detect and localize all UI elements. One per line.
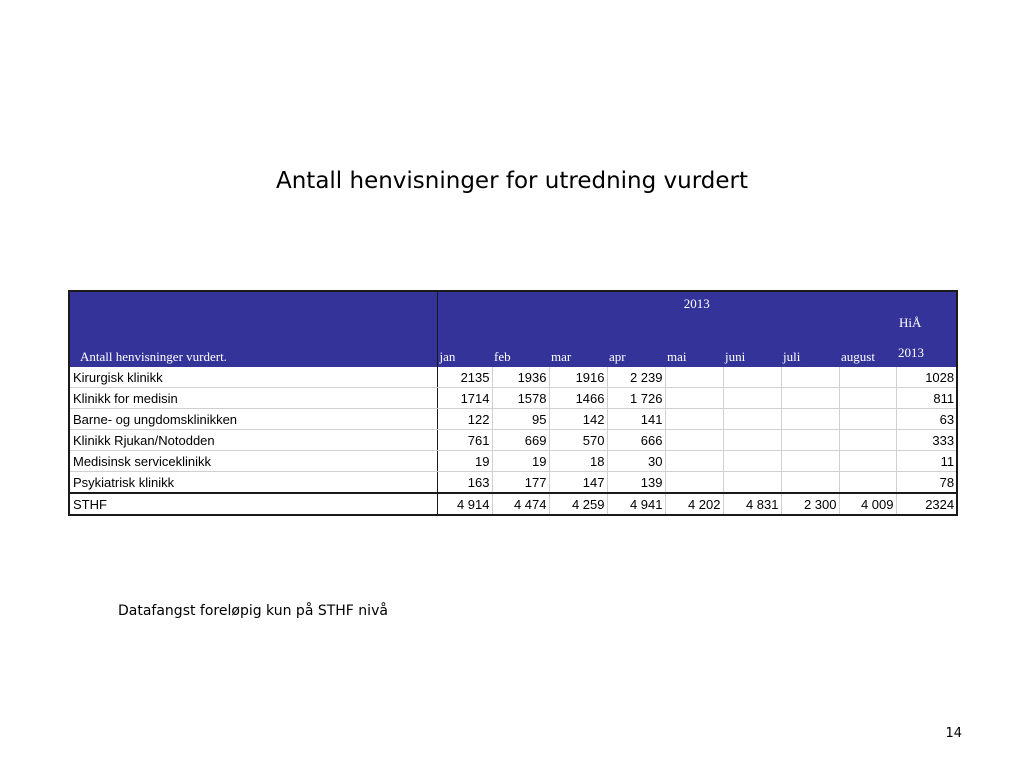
total-cell-value: 4 831	[723, 493, 781, 515]
row-name: Psykiatrisk klinikk	[69, 472, 437, 494]
cell-value: 1916	[549, 367, 607, 388]
cell-value: 18	[549, 451, 607, 472]
row-name: Barne- og ungdomsklinikken	[69, 409, 437, 430]
cell-value	[781, 367, 839, 388]
cell-value	[781, 388, 839, 409]
cell-value: 669	[492, 430, 549, 451]
footnote: Datafangst foreløpig kun på STHF nivå	[118, 603, 388, 619]
cell-value	[665, 409, 723, 430]
cell-value	[723, 409, 781, 430]
cell-value: 1578	[492, 388, 549, 409]
cell-value	[839, 472, 896, 494]
cell-value	[723, 472, 781, 494]
cell-hia-value: 11	[896, 451, 957, 472]
cell-value: 177	[492, 472, 549, 494]
cell-value	[665, 430, 723, 451]
hia-year-header: 2013	[896, 341, 957, 367]
table-row	[69, 451, 957, 472]
cell-value: 570	[549, 430, 607, 451]
cell-value	[665, 388, 723, 409]
cell-value	[781, 472, 839, 494]
cell-value: 1936	[492, 367, 549, 388]
cell-hia-value: 78	[896, 472, 957, 494]
table-body	[69, 367, 957, 515]
total-cell-value: 4 941	[607, 493, 665, 515]
cell-value: 142	[549, 409, 607, 430]
cell-value	[781, 451, 839, 472]
cell-value: 1714	[437, 388, 492, 409]
total-cell-value: 2 300	[781, 493, 839, 515]
referral-table	[68, 290, 958, 516]
month-header: feb	[492, 341, 549, 367]
cell-value: 19	[492, 451, 549, 472]
cell-value: 2135	[437, 367, 492, 388]
cell-value	[723, 367, 781, 388]
cell-value: 163	[437, 472, 492, 494]
cell-value: 19	[437, 451, 492, 472]
cell-value: 30	[607, 451, 665, 472]
row-name: Kirurgisk klinikk	[69, 367, 437, 388]
cell-value: 1466	[549, 388, 607, 409]
cell-value	[839, 430, 896, 451]
month-header: august	[839, 341, 896, 367]
total-cell-value: 4 009	[839, 493, 896, 515]
table-total-row	[69, 493, 957, 515]
total-cell-value: 4 202	[665, 493, 723, 515]
cell-value	[723, 451, 781, 472]
cell-value	[839, 451, 896, 472]
cell-value	[665, 451, 723, 472]
month-header: apr	[607, 341, 665, 367]
cell-value	[781, 409, 839, 430]
cell-hia-value: 811	[896, 388, 957, 409]
cell-hia-value: 63	[896, 409, 957, 430]
total-hia-value: 2324	[896, 493, 957, 515]
month-header: mar	[549, 341, 607, 367]
cell-value	[781, 430, 839, 451]
cell-value: 95	[492, 409, 549, 430]
cell-hia-value: 1028	[896, 367, 957, 388]
cell-value: 2 239	[607, 367, 665, 388]
table-row	[69, 367, 957, 388]
month-header: juli	[781, 341, 839, 367]
year-header: 2013	[437, 291, 957, 341]
table-row	[69, 388, 957, 409]
cell-value	[665, 367, 723, 388]
cell-value: 761	[437, 430, 492, 451]
page-number: 14	[945, 726, 962, 741]
row-name: Klinikk for medisin	[69, 388, 437, 409]
hia-label: HiÅ	[899, 315, 922, 330]
row-header-label: Antall henvisninger vurdert.	[69, 291, 437, 367]
cell-value: 147	[549, 472, 607, 494]
cell-value	[839, 388, 896, 409]
month-header: mai	[665, 341, 723, 367]
cell-hia-value: 333	[896, 430, 957, 451]
slide-title: Antall henvisninger for utredning vurdert	[275, 168, 749, 194]
cell-value: 139	[607, 472, 665, 494]
total-cell-value: 4 914	[437, 493, 492, 515]
month-header: juni	[723, 341, 781, 367]
referral-table-container	[68, 290, 956, 516]
cell-value	[839, 409, 896, 430]
row-name: Medisinsk serviceklinikk	[69, 451, 437, 472]
cell-value	[723, 430, 781, 451]
table-row	[69, 430, 957, 451]
month-header: jan	[437, 341, 492, 367]
cell-value	[839, 367, 896, 388]
total-cell-value: 4 259	[549, 493, 607, 515]
cell-value: 122	[437, 409, 492, 430]
row-name: Klinikk Rjukan/Notodden	[69, 430, 437, 451]
table-row	[69, 472, 957, 494]
cell-value: 141	[607, 409, 665, 430]
cell-value	[665, 472, 723, 494]
total-cell-value: 4 474	[492, 493, 549, 515]
cell-value: 1 726	[607, 388, 665, 409]
table-row	[69, 409, 957, 430]
cell-value	[723, 388, 781, 409]
cell-value: 666	[607, 430, 665, 451]
table-header-year-row	[69, 291, 957, 341]
total-row-name: STHF	[69, 493, 437, 515]
